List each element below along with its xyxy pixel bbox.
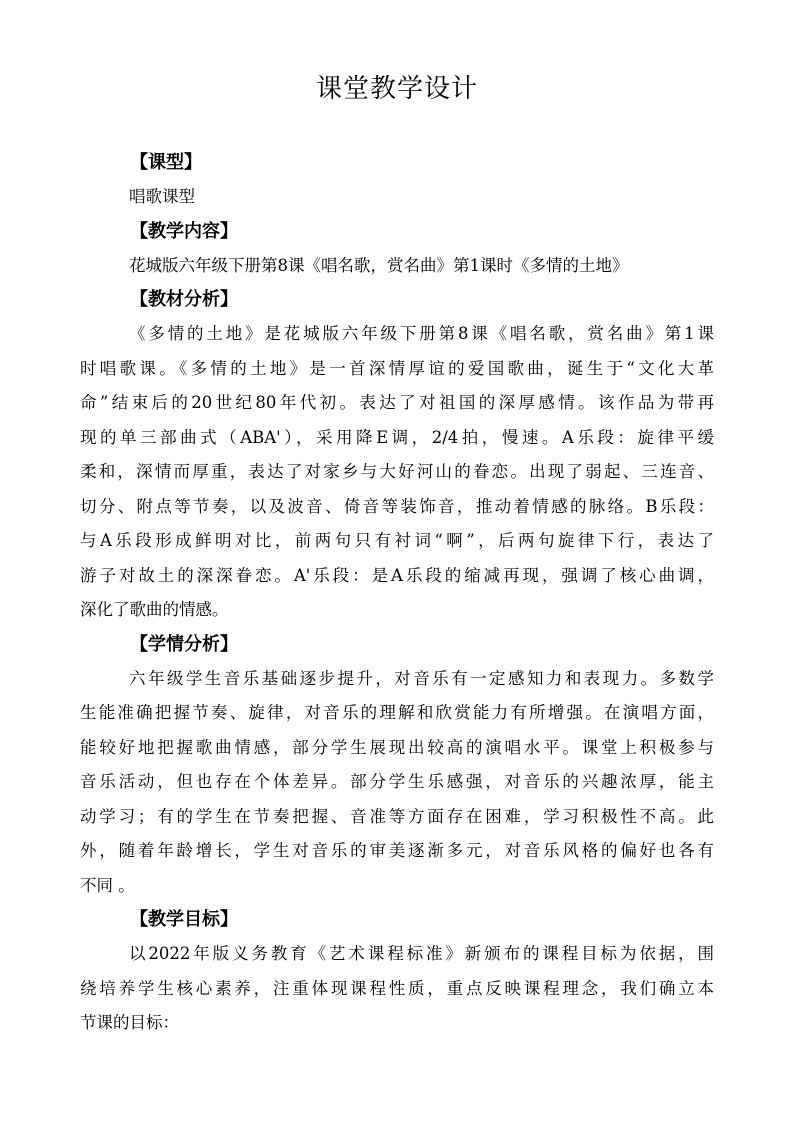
paragraph-line: 切分、附点等节奏，以及波音、倚音等装饰音，推动着情感的脉络。B乐段： bbox=[80, 496, 714, 516]
section-heading-lesson-type: 【课型】 bbox=[130, 152, 202, 173]
paragraph-line: 唱歌课型 bbox=[129, 187, 195, 206]
paragraph-line: 与A乐段形成鲜明对比，前两句只有衬词“啊”，后两句旋律下行，表达了 bbox=[80, 531, 714, 550]
paragraph-line: 深化了歌曲的情感。 bbox=[80, 600, 229, 619]
section-heading-teaching-goals: 【教学目标】 bbox=[130, 909, 238, 930]
paragraph-line: 能较好地把握歌曲情感，部分学生展现出较高的演唱水平。课堂上积极参与 bbox=[80, 737, 714, 757]
paragraph-line: 六年级学生音乐基础逐步提升，对音乐有一定感知力和表现力。多数学 bbox=[129, 668, 714, 688]
paragraph-line: 不同 。 bbox=[80, 875, 135, 895]
section-heading-student-analysis: 【学情分析】 bbox=[130, 633, 238, 655]
section-heading-teaching-content: 【教学内容】 bbox=[130, 220, 238, 242]
paragraph-line: 柔和，深情而厚重，表达了对家乡与大好河山的眷恋。出现了弱起、三连音、 bbox=[80, 462, 714, 481]
paragraph-line: 花城版六年级下册第8课《唱名歌，赏名曲》第1课时《多情的土地》 bbox=[129, 255, 629, 275]
paragraph-line: 游子对故土的深深眷恋。A'乐段：是A乐段的缩减再现，强调了核心曲调， bbox=[80, 565, 714, 585]
paragraph-line: 现的单三部曲式（ABA'），采用降E调，2/4拍，慢速。A乐段：旋律平缓 bbox=[80, 427, 714, 447]
page-title: 课堂教学设计 bbox=[315, 74, 478, 104]
paragraph-line: 时唱歌课。《多情的土地》是一首深情厚谊的爱国歌曲，诞生于“文化大革 bbox=[80, 358, 714, 378]
document-body bbox=[80, 146, 714, 1041]
paragraph-line: 音乐活动，但也存在个体差异。部分学生乐感强，对音乐的兴趣浓厚，能主 bbox=[80, 772, 714, 791]
paragraph-line: 《多情的土地》是花城版六年级下册第8课《唱名歌，赏名曲》第1课 bbox=[129, 324, 714, 343]
paragraph-line: 动学习；有的学生在节奏把握、音准等方面存在困难，学习积极性不高。此 bbox=[80, 806, 714, 826]
paragraph-line: 绕培养学生核心素养，注重体现课程性质，重点反映课程理念，我们确立本 bbox=[80, 978, 714, 998]
paragraph-line: 以2022年版义务教育《艺术课程标准》新颁布的课程目标为依据，围 bbox=[129, 944, 714, 963]
paragraph-line: 节课的目标： bbox=[80, 1013, 179, 1032]
section-heading-material-analysis: 【教材分析】 bbox=[130, 289, 238, 310]
paragraph-line: 命”结束后的20世纪80年代初。表达了对祖国的深厚感情。该作品为带再 bbox=[80, 393, 714, 412]
paragraph-line: 外，随着年龄增长，学生对音乐的审美逐渐多元，对音乐风格的偏好也各有 bbox=[80, 841, 714, 860]
paragraph-line: 生能准确把握节奏、旋律，对音乐的理解和欣赏能力有所增强。在演唱方面， bbox=[80, 703, 714, 722]
